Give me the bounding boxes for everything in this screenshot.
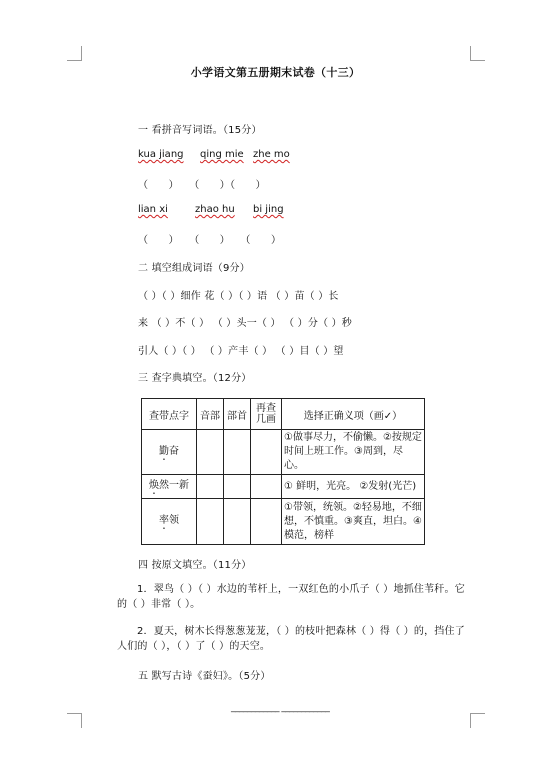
answer-blanks-row1: （ ） （ ）（ ） [138,180,266,191]
header-meaning: 选择正确义项（画✓） [282,399,425,430]
fill-line-3: 引人（ ）（ ） （ ）产丰（ ） （ ）目（ ）望 [138,346,344,357]
answer-blanks-row2: （ ） （ ） （ ） [138,235,282,246]
crop-mark-top-left [67,46,82,61]
word-cell [142,475,197,499]
meaning-cell: ①做事尽力，不偷懒。②按规定时间上班工作。③周到，尽心。 [282,430,425,475]
dictionary-table [141,398,425,545]
answer-cell [251,475,282,499]
answer-cell [197,499,224,545]
passage-item-1: 1．翠鸟（ ）（ ）水边的苇杆上，一双红色的小爪子（ ）地抓住苇秆。它的（ ）非常（ ）。 [117,584,465,610]
table-row [142,499,425,545]
answer-cell [251,430,282,475]
answer-cell [224,499,251,545]
pinyin-6: bi jing [253,204,284,215]
section1-heading: 一 看拼音写词语。（15分） [138,125,262,136]
answer-cell [224,475,251,499]
answer-cell [197,430,224,475]
table-header-row [142,399,425,430]
header-sound-section: 音部 [197,399,224,430]
answer-cell [197,475,224,499]
table-row [142,430,425,475]
section2-heading: 二 填空组成词语（9分） [138,263,250,274]
crop-mark-bottom-left [67,713,82,728]
dotted-char: 勤 [159,445,169,457]
word-rest: 领 [169,515,179,526]
word-rest: 然一新 [159,480,189,491]
answer-cell [251,499,282,545]
table-row [142,475,425,499]
dotted-char: 焕 [149,480,159,491]
pinyin-3-text: zhe mo [253,149,290,160]
pinyin-4: lian xi [138,204,168,215]
header-char: 查带点字 [142,399,197,430]
fill-line-2: 来 （ ）不（ ） （ ）头一（ ） （ ）分（ ）秒 [138,318,353,329]
meaning-cell: ① 鲜明，光亮。 ②发射(光芒) [282,475,425,499]
meaning-cell: ①带领，统领。②轻易地，不细想，不慎重。③爽直，坦白。④模范，榜样 [282,499,425,545]
pinyin-3 [253,149,290,160]
pinyin-2: qing mie [200,149,244,160]
pinyin-5: zhao hu [195,204,235,215]
pinyin-1: kua jiang [138,149,184,160]
word-rest: 奋 [169,445,179,457]
section3-heading: 三 查字典填空。（12分） [138,373,252,384]
footer-blanks: ____________ ____________ [231,703,330,713]
page-title: 小学语文第五册期末试卷（十三） [190,66,361,79]
dotted-char: 率 [159,515,169,526]
section4-heading: 四 按原文填空。（11分） [138,560,252,571]
fill-line-1: （ ）（ ）细作 花（ ）（ ）语 （ ）苗（ ）长 [138,291,339,302]
header-radical: 部首 [224,399,251,430]
word-cell [142,499,197,545]
word-cell [142,430,197,475]
passage-item-2: 2．夏天，树木长得葱葱茏茏，（ ）的枝叶把森林（ ）得（ ）的，挡住了人们的（ ），（ ）了（ ）的天空。 [117,626,465,652]
header-strokes: 再查几画 [251,399,282,430]
crop-mark-bottom-right [470,713,485,728]
section5-heading: 五 默写古诗《蚕妇》。（5分） [138,671,271,682]
crop-mark-top-right [470,46,485,61]
answer-cell [224,430,251,475]
